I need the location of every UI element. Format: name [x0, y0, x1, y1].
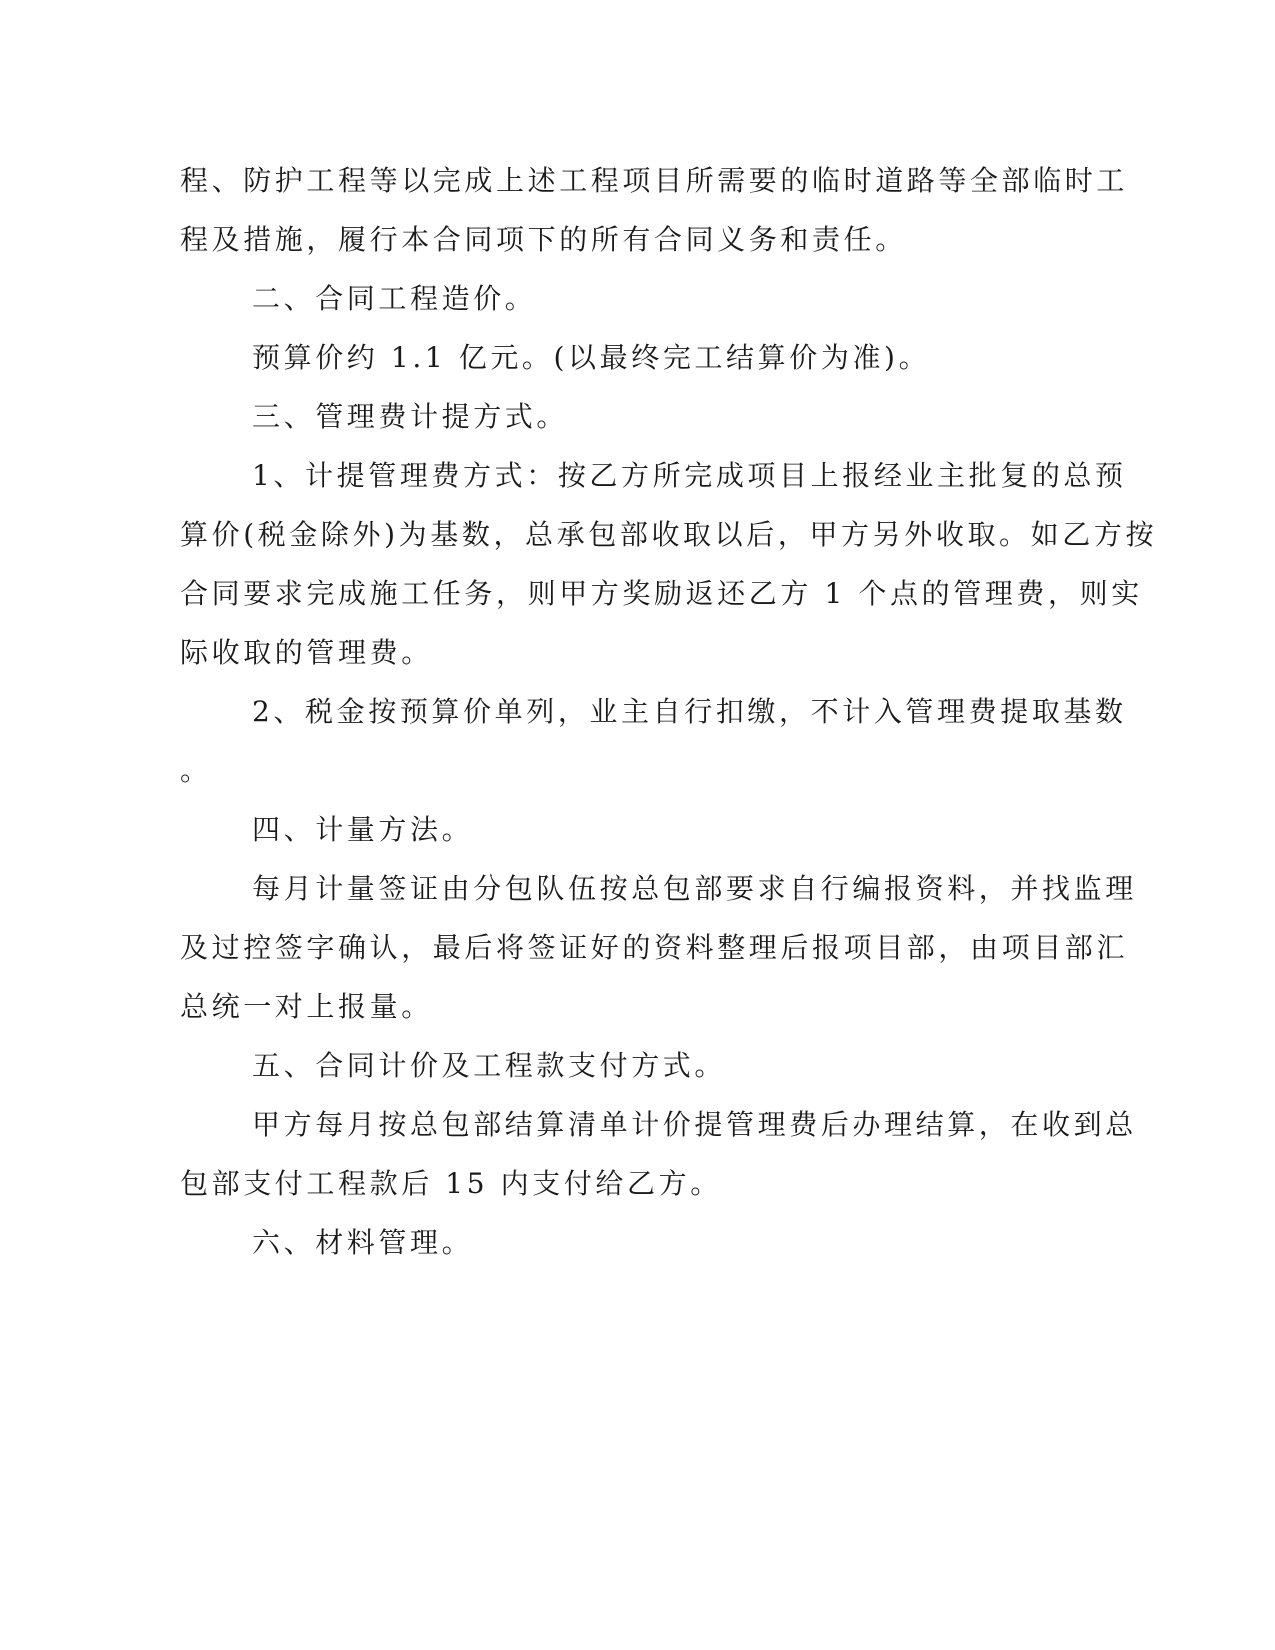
text-line-15: 总统一对上报量。	[180, 990, 433, 1023]
text-line-10: 2、税金按预算价单列，业主自行扣缴，不计入管理费提取基数	[252, 695, 1127, 728]
text-line-18: 包部支付工程款后 15 内支付给乙方。	[180, 1167, 722, 1200]
section-heading-6: 六、材料管理。	[252, 1226, 474, 1259]
section-heading-4: 四、计量方法。	[252, 813, 474, 846]
section-heading-3: 三、管理费计提方式。	[252, 400, 569, 433]
text-line-8: 合同要求完成施工任务，则甲方奖励返还乙方 1 个点的管理费，则实	[180, 577, 1143, 610]
text-line-7: 算价(税金除外)为基数，总承包部收取以后，甲方另外收取。如乙方按	[180, 518, 1158, 551]
text-line-17: 甲方每月按总包部结算清单计价提管理费后办理结算，在收到总	[252, 1108, 1137, 1141]
section-heading-5: 五、合同计价及工程款支付方式。	[252, 1049, 727, 1082]
text-line-6: 1、计提管理费方式：按乙方所完成项目上报经业主批复的总预	[252, 459, 1127, 492]
text-line-14: 及过控签字确认，最后将签证好的资料整理后报项目部，由项目部汇	[180, 931, 1129, 964]
text-line-11: 。	[180, 754, 212, 787]
text-line-2: 程及措施，履行本合同项下的所有合同义务和责任。	[180, 223, 907, 256]
text-line-13: 每月计量签证由分包队伍按总包部要求自行编报资料，并找监理	[252, 872, 1137, 905]
text-line-1: 程、防护工程等以完成上述工程项目所需要的临时道路等全部临时工	[180, 164, 1129, 197]
text-line-9: 际收取的管理费。	[180, 636, 433, 669]
section-heading-2: 二、合同工程造价。	[252, 282, 537, 315]
text-line-4: 预算价约 1.1 亿元。(以最终完工结算价为准)。	[252, 341, 931, 374]
